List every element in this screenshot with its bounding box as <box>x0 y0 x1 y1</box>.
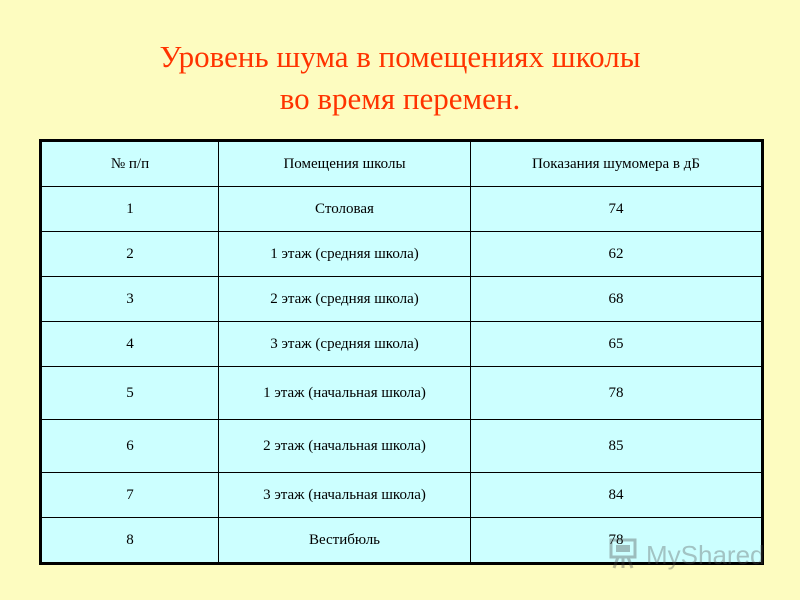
cell-noise-reading: 65 <box>471 322 763 367</box>
cell-number: 5 <box>41 367 219 420</box>
header-noise-reading: Показания шумомера в дБ <box>471 141 763 187</box>
cell-noise-reading: 62 <box>471 232 763 277</box>
table-row <box>41 420 763 473</box>
cell-number: 7 <box>41 473 219 518</box>
slide-title-line-1: Уровень шума в помещениях школы <box>159 39 641 74</box>
cell-room: Вестибюль <box>219 518 471 564</box>
cell-room: 3 этаж (средняя школа) <box>219 322 471 367</box>
table-row <box>41 232 763 277</box>
table-row <box>41 277 763 322</box>
table-row <box>41 187 763 232</box>
cell-noise-reading: 78 <box>471 367 763 420</box>
cell-noise-reading: 74 <box>471 187 763 232</box>
cell-number: 2 <box>41 232 219 277</box>
slide-title-line-2: во время перемен. <box>279 81 521 116</box>
cell-room: 2 этаж (средняя школа) <box>219 277 471 322</box>
noise-level-table <box>39 139 764 565</box>
table-row <box>41 367 763 420</box>
presentation-board-icon <box>608 536 642 575</box>
slide-title <box>0 36 800 120</box>
cell-room: 1 этаж (начальная школа) <box>219 367 471 420</box>
myshared-watermark <box>608 537 765 573</box>
cell-room: 3 этаж (начальная школа) <box>219 473 471 518</box>
header-room: Помещения школы <box>219 141 471 187</box>
cell-noise-reading: 85 <box>471 420 763 473</box>
cell-number: 3 <box>41 277 219 322</box>
header-number: № п/п <box>41 141 219 187</box>
cell-noise-reading: 68 <box>471 277 763 322</box>
cell-room: Столовая <box>219 187 471 232</box>
cell-number: 8 <box>41 518 219 564</box>
cell-noise-reading: 84 <box>471 473 763 518</box>
cell-number: 1 <box>41 187 219 232</box>
table-header-row <box>41 141 763 187</box>
cell-noise-reading: 78 <box>471 518 763 564</box>
watermark-text: MyShared <box>646 539 765 570</box>
cell-number: 4 <box>41 322 219 367</box>
cell-room: 2 этаж (начальная школа) <box>219 420 471 473</box>
cell-room: 1 этаж (средняя школа) <box>219 232 471 277</box>
table-row <box>41 473 763 518</box>
table-row <box>41 322 763 367</box>
cell-number: 6 <box>41 420 219 473</box>
